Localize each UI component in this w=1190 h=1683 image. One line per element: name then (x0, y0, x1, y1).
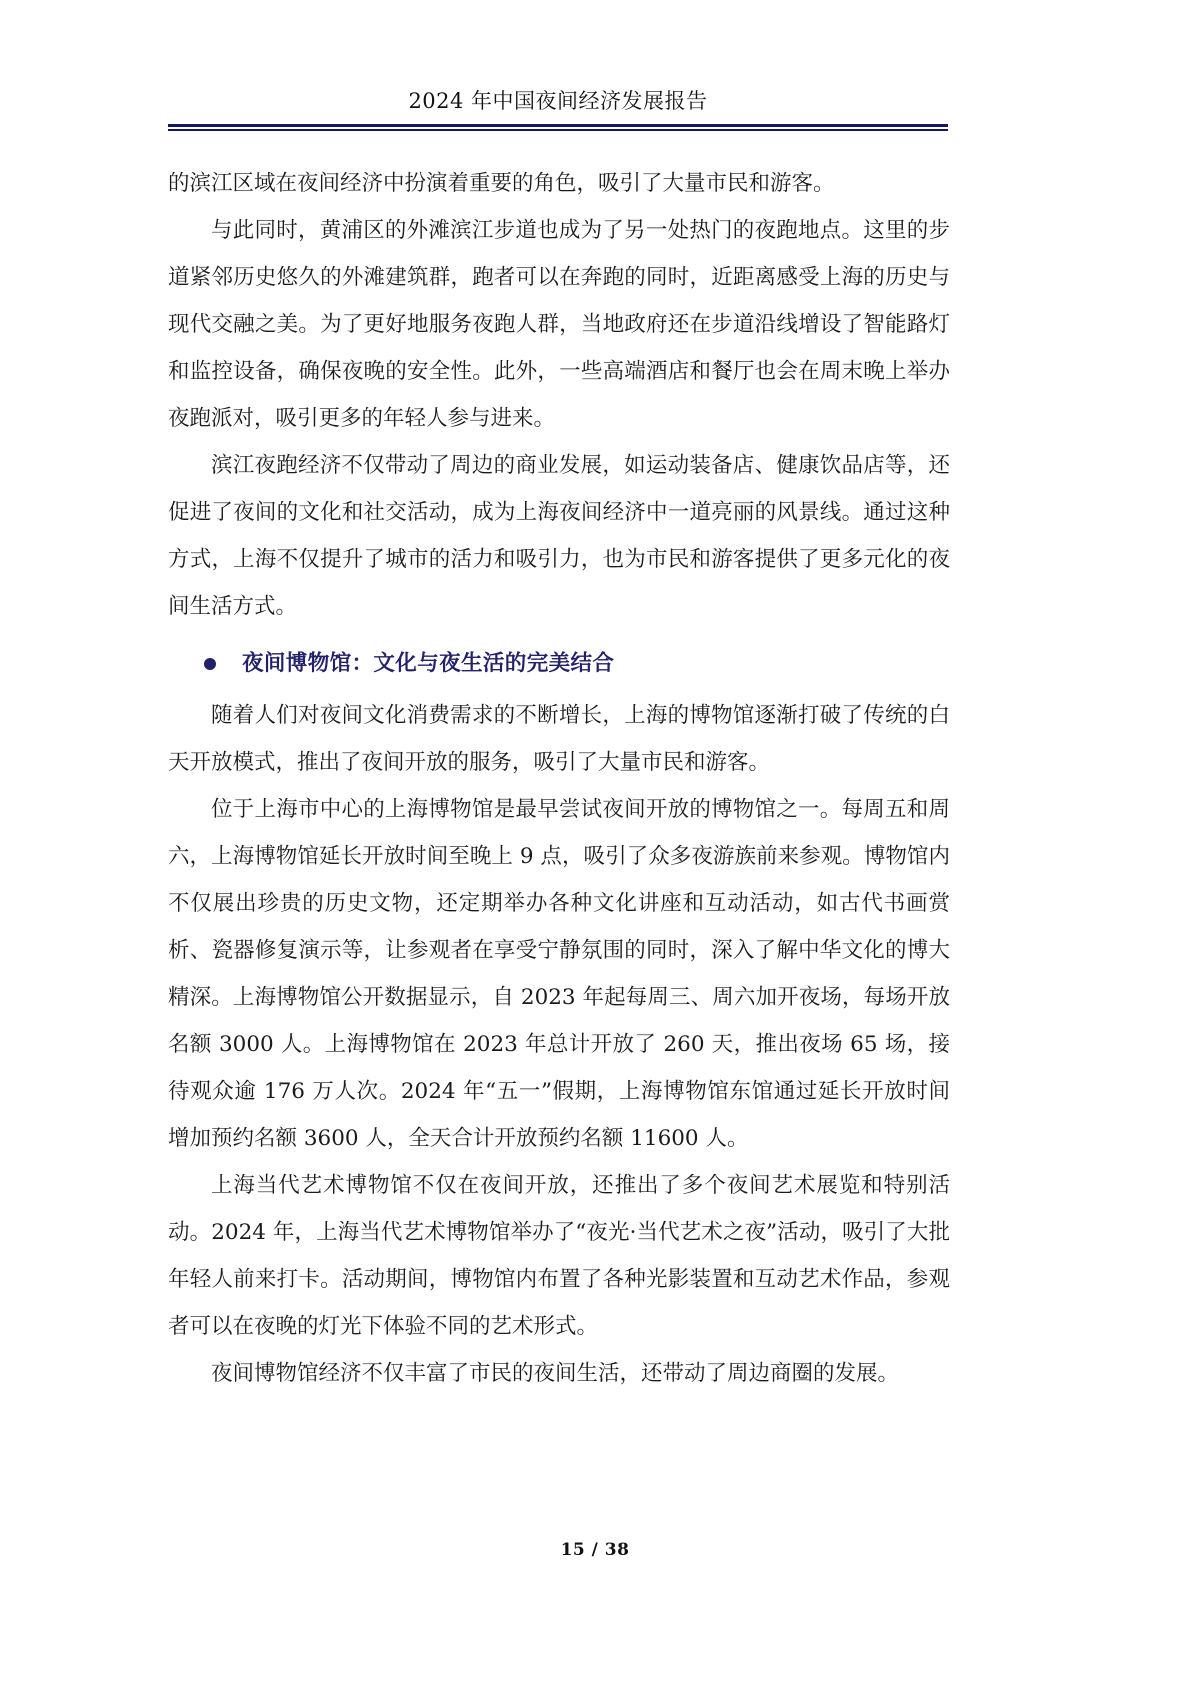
page-number: 15 / 38 (560, 1540, 630, 1560)
section-heading (168, 644, 950, 684)
paragraph: 夜间博物馆经济不仅丰富了市民的夜间生活，还带动了周边商圈的发展。 (211, 1361, 900, 1386)
paragraph-continuation: 的滨江区域在夜间经济中扮演着重要的角色，吸引了大量市民和游客。 (168, 171, 835, 196)
paragraph: 随着人们对夜间文化消费需求的不断增长，上海的博物馆逐渐打破了传统的白天开放模式，推出了夜间开放的服务，吸引了大量市民和游客。 (168, 703, 950, 775)
section-heading-label: 夜间博物馆：文化与夜生活的完美结合 (242, 651, 615, 676)
header-rule-thin (168, 129, 948, 131)
page-content (168, 160, 950, 1397)
paragraph: 滨江夜跑经济不仅带动了周边的商业发展，如运动装备店、健康饮品店等，还促进了夜间的文化和社交活动，成为上海夜间经济中一道亮丽的风景线。通过这种方式，上海不仅提升了城市的活力和吸引力，也为市民和游客提供了更多元化的夜间生活方式。 (168, 453, 950, 619)
page-footer (0, 1540, 1190, 1560)
header-title: 2024 年中国夜间经济发展报告 (408, 89, 708, 113)
paragraph: 与此同时，黄浦区的外滩滨江步道也成为了另一处热门的夜跑地点。这里的步道紧邻历史悠久的外滩建筑群，跑者可以在奔跑的同时，近距离感受上海的历史与现代交融之美。为了更好地服务夜跑人群，当地政府还在步道沿线增设了智能路灯和监控设备，确保夜晚的安全性。此外，一些高端酒店和餐厅也会在周末晚上举办夜跑派对，吸引更多的年轻人参与进来。 (168, 218, 950, 431)
paragraph: 位于上海市中心的上海博物馆是最早尝试夜间开放的博物馆之一。每周五和周六，上海博物馆延长开放时间至晚上 9 点，吸引了众多夜游族前来参观。博物馆内不仅展出珍贵的历史文物，还定期举办各种文化讲座和互动活动，如古代书画赏析、瓷器修复演示等，让参观者在享受宁静氛围的同时，深入了解中华文化的博大精深。上海博物馆公开数据显示，自 2023 年起每周三、周六加开夜场，每场开放名额 3000 人。上海博物馆在 2023 年总计开放了 260 天，推出夜场 65 场，接待观众逾 176 万人次。2024 年“五一”假期，上海博物馆东馆通过延长开放时间增加预约名额 3600 人，全天合计开放预约名额 11600 人。 (168, 797, 950, 1151)
paragraph: 上海当代艺术博物馆不仅在夜间开放，还推出了多个夜间艺术展览和特别活动。2024 年，上海当代艺术博物馆举办了“夜光·当代艺术之夜”活动，吸引了大批年轻人前来打卡。活动期间，博物馆内布置了各种光影装置和互动艺术作品，参观者可以在夜晚的灯光下体验不同的艺术形式。 (168, 1173, 950, 1339)
bullet-dot-icon (204, 658, 216, 670)
page-header (168, 86, 948, 131)
header-divider (168, 124, 948, 131)
